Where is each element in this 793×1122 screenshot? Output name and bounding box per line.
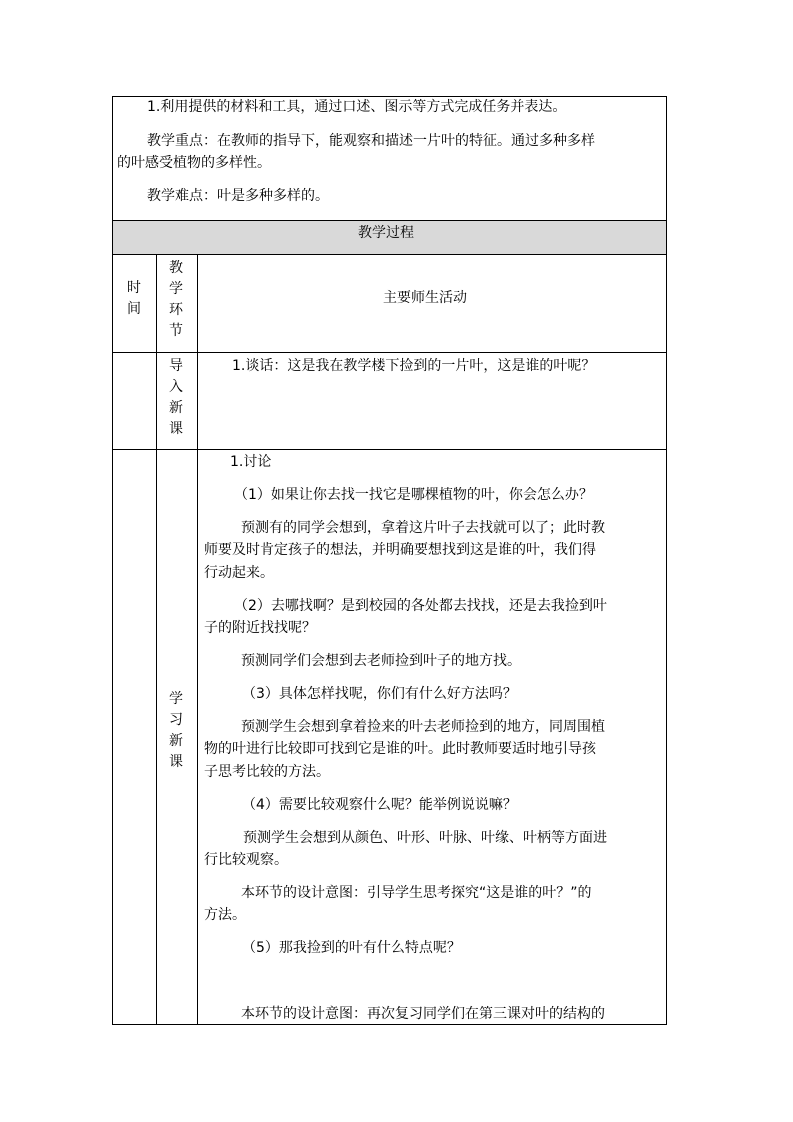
stage-cell-intro: 导 入 新 课 — [169, 358, 183, 437]
column-divider — [197, 254, 198, 1025]
column-divider — [156, 254, 157, 1025]
activity-line: 预测有的同学会想到，拿着这片叶子去找就可以了；此时教 — [241, 520, 605, 536]
process-header: 教学过程 — [358, 225, 414, 241]
activity-line: 师要及时肯定孩子的想法，并明确要想找到这是谁的叶，我们得 — [204, 542, 596, 558]
activity-line: 预测学生会想到拿着捡来的叶去老师捡到的地方，同周围植 — [241, 719, 605, 735]
activity-line: 预测同学们会想到去老师捡到叶子的地方找。 — [241, 653, 521, 669]
table-border-right — [666, 96, 667, 1025]
table-border-bottom — [112, 1024, 667, 1025]
time-column-header: 时 间 — [127, 280, 141, 317]
stage-cell-new-lesson: 学 习 新 课 — [169, 691, 183, 770]
activity-column-header: 主要师生活动 — [383, 290, 467, 306]
activity-line: 子思考比较的方法。 — [204, 764, 330, 780]
activity-line: 方法。 — [204, 907, 246, 923]
key-point-line: 的叶感受植物的多样性。 — [117, 155, 271, 171]
activity-line: 物的叶进行比较即可找到它是谁的叶。此时教师要适时地引导孩 — [204, 741, 596, 757]
activity-line: （5）那我捡到的叶有什么特点呢？ — [242, 940, 461, 956]
table-divider — [112, 449, 667, 450]
table-divider — [112, 220, 667, 221]
table-divider — [112, 352, 667, 353]
activity-line: （3）具体怎样找呢，你们有什么好方法吗？ — [242, 686, 517, 702]
activity-line: 子的附近找找呢？ — [204, 620, 316, 636]
activity-line: （1）如果让你去找一找它是哪棵植物的叶，你会怎么办？ — [234, 487, 593, 503]
activity-line: 1.讨论 — [230, 454, 272, 470]
activity-line: 1.谈话：这是我在教学楼下捡到的一片叶，这是谁的叶呢？ — [232, 358, 596, 374]
activity-line: 预测学生会想到从颜色、叶形、叶脉、叶缘、叶柄等方面进 — [243, 830, 607, 846]
table-divider — [112, 254, 667, 255]
objective-line: 1.利用提供的材料和工具，通过口述、图示等方式完成任务并表达。 — [147, 99, 567, 115]
difficulty-line: 教学难点：叶是多种多样的。 — [147, 188, 329, 204]
stage-column-header: 教 学 环 节 — [169, 260, 183, 339]
key-point-line: 教学重点：在教师的指导下，能观察和描述一片叶的特征。通过多种多样 — [147, 133, 595, 149]
table-border-top — [112, 96, 667, 97]
activity-line: 行动起来。 — [204, 565, 274, 581]
activity-line: 行比较观察。 — [204, 852, 288, 868]
activity-line: （2）去哪找啊？是到校园的各处都去找找，还是去我捡到叶 — [234, 598, 607, 614]
activity-line: 本环节的设计意图：再次复习同学们在第三课对叶的结构的 — [241, 1006, 605, 1022]
table-border-left — [112, 96, 113, 1025]
activity-line: 本环节的设计意图：引导学生思考探究“这是谁的叶？”的 — [241, 885, 592, 901]
activity-line: （4）需要比较观察什么呢？能举例说说嘛？ — [242, 797, 517, 813]
